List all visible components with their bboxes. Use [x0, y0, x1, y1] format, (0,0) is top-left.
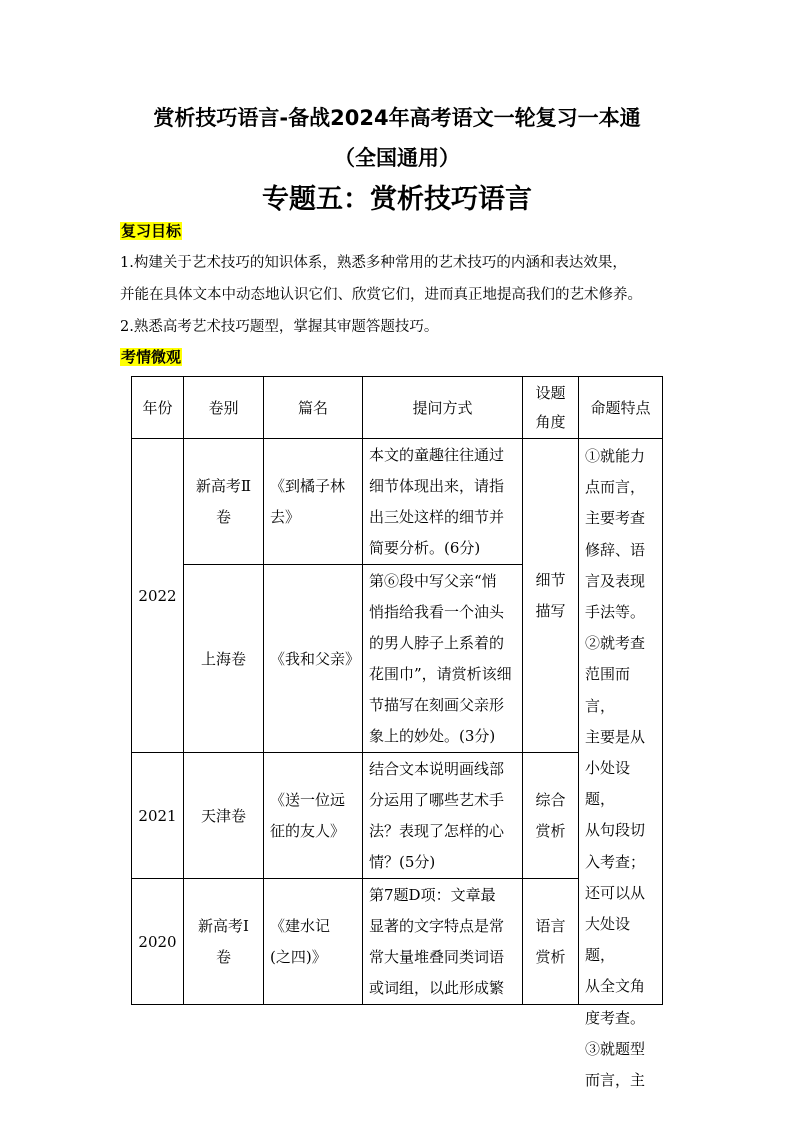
- paper-line1: 新高考Ⅰ: [198, 916, 249, 935]
- feature-line: 度考查。: [585, 1008, 646, 1027]
- row-title: 《我和父亲》: [264, 565, 363, 753]
- feature-line: 还可以从: [585, 883, 646, 902]
- goal-1-line-2: 并能在具体文本中动态地认识它们、欣赏它们，进而真正地提高我们的艺术修养。: [120, 287, 642, 303]
- angle-line1: 综合: [535, 790, 566, 809]
- feature-line: 点而言，: [585, 478, 646, 497]
- title-line2: (之四)》: [270, 947, 327, 966]
- feature-line: 大处设题，: [585, 915, 631, 965]
- document-subtitle: （全国通用）: [334, 146, 460, 170]
- row-question: [363, 565, 523, 753]
- feature-text: [585, 441, 656, 1090]
- header-feature: 命题特点: [579, 377, 663, 439]
- question-line: 或词组，以此形成繁: [369, 979, 505, 997]
- title-line1: 《送一位远: [270, 790, 346, 809]
- feature-line: 从句段切: [585, 821, 646, 840]
- title-line1: 《到橘子林: [270, 476, 346, 495]
- question-line: 出三处这样的细节并: [369, 508, 505, 526]
- question-line: 常大量堆叠同类词语: [369, 948, 505, 966]
- question-line: 简要分析。(6分): [369, 539, 481, 557]
- question-line: 第⑥段中写父亲“悄: [369, 572, 497, 590]
- row-title: [264, 879, 363, 1005]
- question-line: 第7题D项：文章最: [369, 886, 496, 904]
- goal-1-line-1: 1.构建关于艺术技巧的知识体系，熟悉多种常用的艺术技巧的内涵和表达效果，: [120, 255, 627, 271]
- angle-line1: 语言: [535, 916, 566, 935]
- row-title: [264, 753, 363, 879]
- paper-line1: 新高考Ⅱ: [195, 476, 252, 495]
- paper-line2: 卷: [215, 507, 231, 526]
- header-angle-line1: 设题: [535, 383, 566, 402]
- question-line: 细节体现出来，请指: [369, 477, 505, 495]
- exam-heading: 考情微观: [121, 348, 182, 366]
- row-question: [363, 879, 523, 1005]
- feature-line: 小处设题，: [585, 759, 631, 809]
- question-line: 象上的妙处。(3分): [369, 727, 496, 745]
- feature-cell: [579, 439, 663, 1090]
- row-year: 2022: [132, 439, 184, 753]
- header-paper: 卷别: [184, 377, 264, 439]
- row-angle: [523, 439, 579, 753]
- exam-overview-table: [131, 376, 663, 1090]
- row-angle: [523, 753, 579, 879]
- row-year: 2020: [132, 879, 184, 1005]
- question-line: 法？表现了怎样的心: [369, 822, 505, 840]
- row-angle: [523, 879, 579, 1005]
- feature-line: ②就考查: [585, 634, 646, 653]
- question-line: 本文的童趣往往通过: [369, 446, 505, 464]
- question-line: 显著的文字特点是常: [369, 917, 505, 935]
- feature-line: ①就能力: [585, 447, 646, 465]
- row-title: [264, 439, 363, 565]
- row-question: [363, 439, 523, 565]
- question-line: 情？(5分): [369, 853, 436, 871]
- question-line: 结合文本说明画线部: [369, 760, 505, 778]
- question-line: 分运用了哪些艺术手: [369, 791, 505, 809]
- feature-line: ③就题型: [585, 1039, 646, 1058]
- table-header-row: [132, 377, 663, 439]
- row-paper: 上海卷: [184, 565, 264, 753]
- angle-line2: 赏析: [535, 821, 566, 840]
- row-year: 2021: [132, 753, 184, 879]
- row-paper: 天津卷: [184, 753, 264, 879]
- feature-line: 入考查；: [585, 852, 646, 871]
- table-row: [132, 439, 663, 565]
- header-year: 年份: [132, 377, 184, 439]
- row-question: [363, 753, 523, 879]
- topic-title: 专题五：赏析技巧语言: [262, 184, 532, 215]
- angle-line2: 描写: [535, 601, 566, 620]
- feature-line: 主要考查: [585, 509, 646, 528]
- angle-line2: 赏析: [535, 947, 566, 966]
- row-paper: [184, 439, 264, 565]
- title-line1: 《建水记: [270, 916, 331, 935]
- angle-line1: 细节: [535, 570, 566, 589]
- document-title: 赏析技巧语言-备战2024年高考语文一轮复习一本通: [153, 106, 641, 130]
- header-angle: [523, 377, 579, 439]
- paper-line2: 卷: [215, 947, 231, 966]
- feature-line: 而言，主: [585, 1071, 646, 1090]
- title-line2: 去》: [270, 507, 301, 526]
- header-title: 篇名: [264, 377, 363, 439]
- row-paper: [184, 879, 264, 1005]
- feature-line: 主要是从: [585, 727, 646, 746]
- title-line2: 征的友人》: [270, 821, 346, 840]
- question-line: 花围巾”，请赏析该细: [369, 665, 512, 683]
- header-question: 提问方式: [363, 377, 523, 439]
- header-angle-line2: 角度: [535, 412, 566, 431]
- question-line: 节描写在刻画父亲形: [369, 696, 505, 714]
- feature-line: 言及表现: [585, 571, 646, 590]
- feature-line: 修辞、语: [585, 540, 646, 559]
- feature-line: 手法等。: [585, 603, 646, 622]
- question-line: 的男人脖子上系着的: [369, 634, 505, 652]
- feature-line: 范围而言，: [585, 665, 631, 715]
- goals-heading: 复习目标: [121, 222, 182, 240]
- feature-line: 从全文角: [585, 977, 646, 996]
- question-line: 悄指给我看一个油头: [369, 603, 505, 621]
- goal-2: 2.熟悉高考艺术技巧题型，掌握其审题答题技巧。: [120, 319, 439, 335]
